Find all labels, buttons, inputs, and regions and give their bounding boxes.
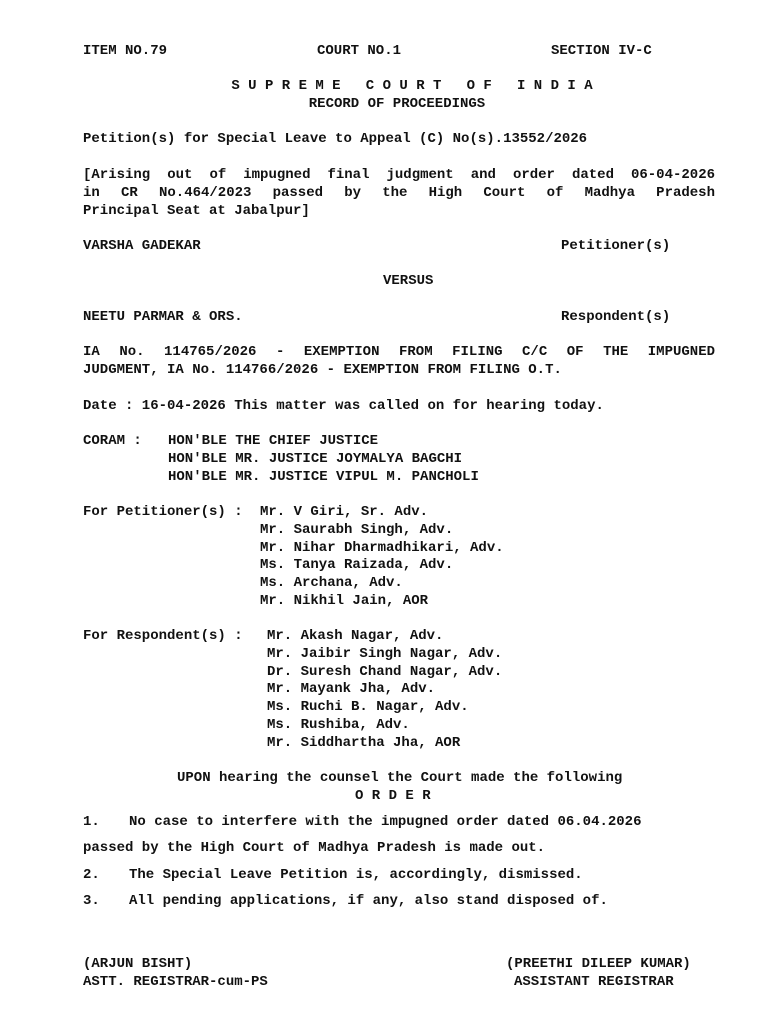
upon-hearing-line: UPON hearing the counsel the Court made the following: [177, 770, 623, 786]
item-number: ITEM NO.79: [83, 43, 168, 59]
section-label: SECTION IV-C: [551, 43, 652, 59]
arising-line-2: in CR No.464/2023 passed by the High Court of Madhya Pradesh: [83, 185, 715, 201]
arising-line-3: Principal Seat at Jabalpur]: [83, 203, 310, 219]
petitioner-name: VARSHA GADEKAR: [83, 238, 201, 254]
versus-label: VERSUS: [383, 273, 434, 289]
order-para-2-text: The Special Leave Petition is, accordingly, dismissed.: [129, 867, 583, 883]
right-signatory-name: (PREETHI DILEEP KUMAR): [506, 956, 691, 972]
order-para-1-number: 1.: [83, 814, 100, 830]
order-para-3-number: 3.: [83, 893, 100, 909]
judge-3: HON'BLE MR. JUSTICE VIPUL M. PANCHOLI: [168, 469, 479, 485]
hearing-date-line: Date : 16-04-2026 This matter was called on for hearing today.: [83, 398, 604, 414]
petitioner-counsel-6: Mr. Nikhil Jain, AOR: [260, 593, 429, 609]
order-heading: O R D E R: [355, 788, 431, 804]
right-signatory-title: ASSISTANT REGISTRAR: [514, 974, 674, 990]
respondent-counsel-3: Dr. Suresh Chand Nagar, Adv.: [267, 664, 503, 680]
respondent-name: NEETU PARMAR & ORS.: [83, 309, 243, 325]
petitioner-role: Petitioner(s): [561, 238, 671, 254]
order-para-3-text: All pending applications, if any, also stand disposed of.: [129, 893, 608, 909]
respondent-counsel-7: Mr. Siddhartha Jha, AOR: [267, 735, 461, 751]
coram-label: CORAM :: [83, 433, 142, 449]
order-para-2-number: 2.: [83, 867, 100, 883]
respondent-counsel-4: Mr. Mayank Jha, Adv.: [267, 681, 436, 697]
judge-1: HON'BLE THE CHIEF JUSTICE: [168, 433, 379, 449]
left-signatory-name: (ARJUN BISHT): [83, 956, 193, 972]
order-para-1-line-2: passed by the High Court of Madhya Pradesh is made out.: [83, 840, 546, 856]
judge-2: HON'BLE MR. JUSTICE JOYMALYA BAGCHI: [168, 451, 463, 467]
respondent-role: Respondent(s): [561, 309, 671, 325]
court-title: S U P R E M E C O U R T O F I N D I A: [231, 78, 593, 94]
respondent-counsel-6: Ms. Rushiba, Adv.: [267, 717, 410, 733]
petitioner-counsel-5: Ms. Archana, Adv.: [260, 575, 403, 591]
ia-line-1: IA No. 114765/2026 - EXEMPTION FROM FILING C/C OF THE IMPUGNED: [83, 344, 715, 360]
arising-line-1: [Arising out of impugned final judgment and order dated 06-04-2026: [83, 167, 715, 183]
order-para-1-line-1: No case to interfere with the impugned order dated 06.04.2026: [129, 814, 642, 830]
respondent-counsel-1: Mr. Akash Nagar, Adv.: [267, 628, 444, 644]
for-respondent-label: For Respondent(s) :: [83, 628, 243, 644]
petition-line: Petition(s) for Special Leave to Appeal (C) No(s).13552/2026: [83, 131, 588, 147]
court-number: COURT NO.1: [317, 43, 402, 59]
left-signatory-title: ASTT. REGISTRAR-cum-PS: [83, 974, 268, 990]
petitioner-counsel-2: Mr. Saurabh Singh, Adv.: [260, 522, 454, 538]
ia-line-2: JUDGMENT, IA No. 114766/2026 - EXEMPTION FROM FILING O.T.: [83, 362, 562, 378]
record-title: RECORD OF PROCEEDINGS: [308, 96, 486, 112]
for-petitioner-label: For Petitioner(s) :: [83, 504, 243, 520]
respondent-counsel-2: Mr. Jaibir Singh Nagar, Adv.: [267, 646, 503, 662]
petitioner-counsel-3: Mr. Nihar Dharmadhikari, Adv.: [260, 540, 504, 556]
petitioner-counsel-4: Ms. Tanya Raizada, Adv.: [260, 557, 454, 573]
respondent-counsel-5: Ms. Ruchi B. Nagar, Adv.: [267, 699, 469, 715]
petitioner-counsel-1: Mr. V Giri, Sr. Adv.: [260, 504, 429, 520]
